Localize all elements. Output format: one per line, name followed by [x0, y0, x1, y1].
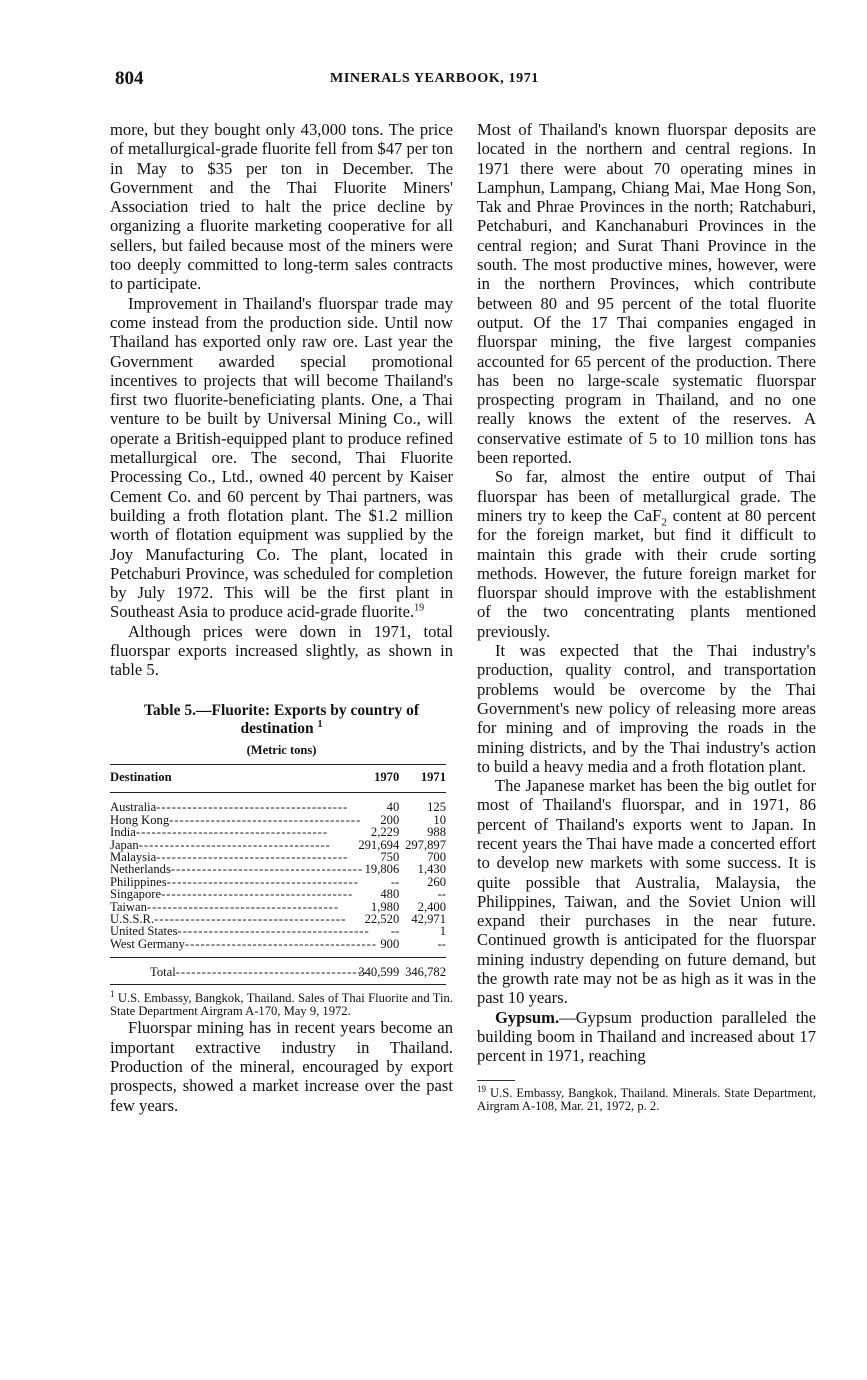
- paragraph-gypsum: [477, 1008, 816, 1066]
- table-title-text: Table 5.—Fluorite: Exports by country of destination: [144, 701, 419, 737]
- cell-total-label: Total-------------------------------------: [110, 958, 350, 984]
- right-column: [477, 120, 816, 1113]
- cell-1970: 1,980: [370, 899, 400, 914]
- cell-destination: Japan-------------------------------------: [110, 837, 331, 852]
- cell-1970: 480: [380, 887, 400, 902]
- page-footnote: [477, 1083, 816, 1114]
- cell-destination: Philippines-------------------------------------: [110, 874, 359, 889]
- exports-table-block: [110, 702, 453, 1019]
- cell-1970: 750: [380, 849, 400, 864]
- dot-leader: -------------------------------------: [135, 825, 329, 840]
- paragraph-text: So far, almost the entire output of Thai fluorspar has been of metallurgical grade. The miners try to keep the CaF: [477, 467, 816, 525]
- dot-leader: -------------------------------------: [175, 965, 368, 980]
- dot-leader: -------------------------------------: [169, 812, 362, 827]
- cell-1970: 22,520: [364, 911, 400, 926]
- paragraph-text: —Gypsum production paralleled the building boom in Thailand and increased about 17 percent in 1971, reaching: [477, 1007, 816, 1066]
- cell-1971: 125: [427, 800, 446, 815]
- paragraph-text: Improvement in Thailand's fluorspar trade may come instead from the production side. Until now Thailand has exported only raw ore. Last year the Government awarded special promotional incentives to projects that will become Thailand's first two fluorite-beneficiating plants. One, a Thai venture to be built by Universal Mining Co., will operate a British-equipped plant to produce refined metallurgical ore. The second, Thai Fluorite Processing Co., Ltd., owned 40 percent by Kaiser Cement Co. and 60 percent by Thai partners, was building a froth flotation plant. The $1.2 million worth of flotation equipment was supplied by the Joy Manufacturing Co. The plant, located in Petchaburi Province, was scheduled for completion by July 1972. This will be the first plant in Southeast Asia to produce acid-grade fluorite.: [110, 293, 453, 622]
- table-footnote-mark: 1: [110, 988, 115, 999]
- dot-leader: -------------------------------------: [156, 800, 349, 815]
- cell-1971: 297,897: [405, 837, 446, 852]
- dot-leader: -------------------------------------: [138, 837, 331, 852]
- cell-1971: 2,400: [417, 899, 446, 914]
- cell-1971: 1: [439, 924, 446, 939]
- cell-destination: Australia-------------------------------------: [110, 800, 349, 815]
- cell-destination: Singapore-------------------------------------: [110, 887, 354, 902]
- table-row: [110, 938, 446, 958]
- cell-1971: 700: [427, 849, 446, 864]
- column-header-destination: Destination: [110, 764, 350, 792]
- cell-destination: West Germany-------------------------------------: [110, 936, 378, 951]
- dot-leader: -------------------------------------: [156, 849, 349, 864]
- table-total-row: [110, 958, 446, 984]
- dot-leader: -------------------------------------: [184, 936, 378, 951]
- cell-total-1971: 346,782: [399, 958, 446, 984]
- table-footnote-text: U.S. Embassy, Bangkok, Thailand. Sales of Thai Fluorite and Tin. State Department Airgram A-170, May 9, 1972.: [110, 990, 453, 1018]
- cell-1971: 42,971: [411, 911, 446, 926]
- cell-destination: U.S.S.R.-------------------------------------: [110, 911, 347, 926]
- cell-1971: 10: [433, 812, 446, 827]
- cell-1971: --: [437, 887, 446, 902]
- cell-destination: Taiwan-------------------------------------: [110, 899, 340, 914]
- dot-leader: -------------------------------------: [154, 911, 347, 926]
- paragraph: The Japanese market has been the big outlet for most of Thailand's fluorspar, and in 1971, 86 percent of Thailand's exports went to Japan. In recent years the Thai have made a concerted effort to develop new markets with some success. It is quite possible that Australia, Malaysia, the Philippines, Taiwan, and the Soviet Union will expand their purchases in the near future. Continued growth is anticipated for the fluorspar mining industry depending on future demand, but the growth rate may not be as high as it was in the past 10 years.: [477, 776, 816, 1008]
- paragraph: Most of Thailand's known fluorspar deposits are located in the northern and central regions. In 1971 there were about 70 operating mines in Lamphun, Lampang, Chiang Mai, Mae Hong Son, Tak and Phrae Provinces in the north; Ratchaburi, Petchaburi, and Kanchanaburi Provinces in the central region; and Surat Thani Province in the south. The most productive mines, however, were in the northern Provinces, which contribute between 80 and 95 percent of the total fluorite output. Of the 17 Thai companies engaged in fluorspar mining, the five largest companies accounted for 65 percent of the production. There has been no large-scale systematic fluorspar prospecting program in Thailand, and no one really knows the extent of the reserves. A conservative estimate of 5 to 10 million tons has been reported.: [477, 120, 816, 468]
- page-number: 804: [115, 68, 144, 89]
- exports-table: [110, 764, 446, 985]
- cell-1971: 1,430: [417, 862, 446, 877]
- paragraph-metallurgical: [477, 467, 816, 641]
- paragraph: It was expected that the Thai industry's production, quality control, and transportation problems would be overcome by the Thai Government's new policy of releasing more areas for mining and of improving the roads in the mining districts, and by the Thai industry's action to build a heavy media and a froth flotation plant.: [477, 641, 816, 776]
- dot-leader: -------------------------------------: [166, 874, 359, 889]
- cell-1971: --: [437, 936, 446, 951]
- cell-destination: Malaysia-------------------------------------: [110, 849, 349, 864]
- cell-1970: 900: [380, 936, 400, 951]
- cell-destination: Netherlands-------------------------------------: [110, 862, 364, 877]
- cell-1970: 40: [386, 800, 400, 815]
- table-unit: (Metric tons): [246, 742, 317, 757]
- cell-1971: 988: [427, 825, 446, 840]
- table-title: [122, 702, 441, 738]
- cell-1970: --: [390, 924, 400, 939]
- dot-leader: -------------------------------------: [170, 862, 364, 877]
- cell-1970: --: [390, 874, 400, 889]
- paragraph: more, but they bought only 43,000 tons. The price of metallurgical-grade fluorite fell from $47 per ton in May to $35 per ton in December. The Government and the Thai Fluorite Miners' Association tried to halt the price decline by organizing a fluorite marketing cooperative for all sellers, but failed because most of the miners were too deeply committed to long-term sales contracts to participate.: [110, 120, 453, 294]
- column-header-1971: 1971: [399, 764, 446, 792]
- dot-leader: -------------------------------------: [161, 887, 354, 902]
- left-column: [110, 120, 453, 1115]
- cell-destination: United States-------------------------------------: [110, 924, 370, 939]
- cell-1970: 19,806: [364, 862, 400, 877]
- running-head: MINERALS YEARBOOK, 1971: [330, 71, 539, 86]
- paragraph: Although prices were down in 1971, total fluorspar exports increased slightly, as shown in table 5.: [110, 621, 453, 680]
- paragraph-text: content at 80 percent for the foreign market, but find it difficult to maintain this grade with their crude sorting methods. However, the future foreign market for fluorspar should improve with the establishment of the two concentrating plants mentioned previously.: [477, 505, 816, 641]
- dot-leader: -------------------------------------: [146, 899, 340, 914]
- paragraph-improvement: [110, 294, 453, 622]
- column-header-1970: 1970: [350, 764, 399, 792]
- chemical-subscript: 2: [661, 516, 667, 529]
- cell-total-1970: 340,599: [350, 958, 399, 984]
- paragraph: Fluorspar mining has in recent years become an important extractive industry in Thailand. Production of the mineral, encouraged by export prospects, showed a market increase over the past few years.: [110, 1018, 453, 1115]
- cell-1970: 2,229: [370, 825, 400, 840]
- cell-1970: 291,694: [358, 837, 400, 852]
- table-title-footnote-ref: 1: [317, 718, 323, 730]
- table-row: [110, 793, 446, 814]
- footnote-divider: [477, 1080, 515, 1081]
- page-footnote-text: U.S. Embassy, Bangkok, Thailand. Minerals. State Department, Airgram A-108, Mar. 21, 1972, p. 2.: [477, 1085, 816, 1113]
- cell-destination: India-------------------------------------: [110, 825, 329, 840]
- table-header-row: [110, 764, 446, 792]
- page-footnote-mark: 19: [477, 1083, 486, 1094]
- cell-destination: Hong Kong-------------------------------------: [110, 812, 362, 827]
- cell-1970: 200: [380, 812, 400, 827]
- footnote-reference: 19: [414, 602, 425, 614]
- section-heading-gypsum: Gypsum.: [495, 1007, 560, 1027]
- dot-leader: -------------------------------------: [177, 924, 370, 939]
- table-footnote: [110, 988, 453, 1019]
- table-body: [110, 793, 446, 984]
- cell-1971: 260: [427, 874, 446, 889]
